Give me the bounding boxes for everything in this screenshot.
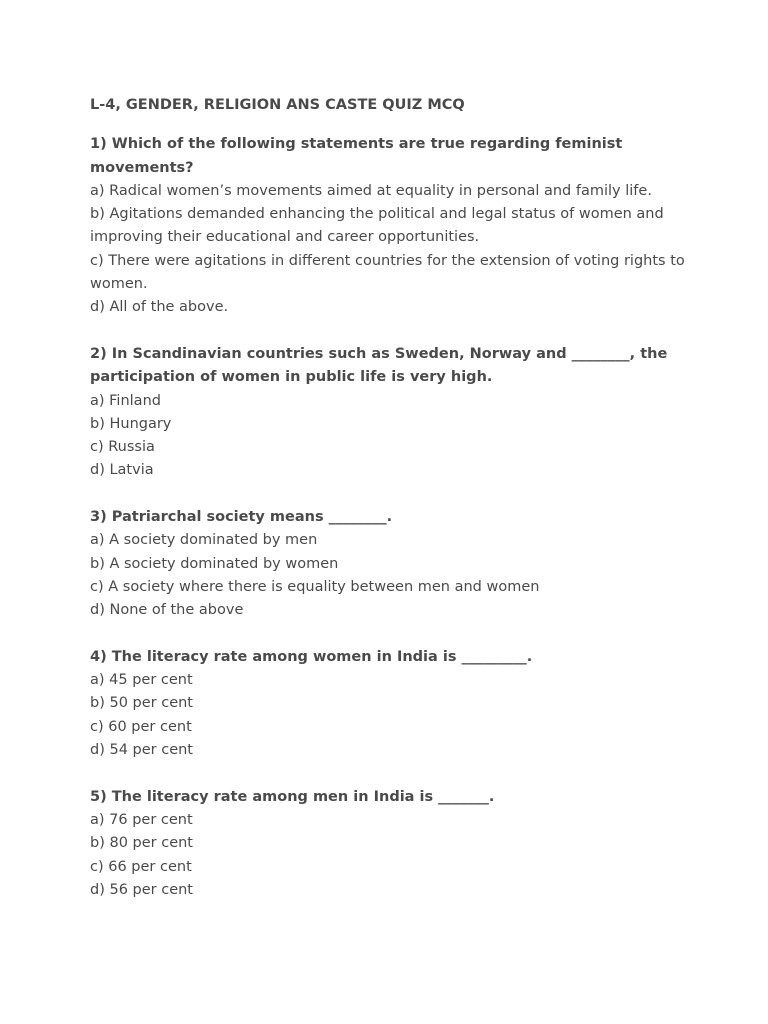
option-a: a) Radical women’s movements aimed at equality in personal and family life. (90, 182, 652, 199)
option-c: c) 60 per cent (90, 718, 192, 735)
option-d: d) 54 per cent (90, 742, 193, 759)
question-text: 3) Patriarchal society means ________. (90, 509, 393, 526)
question-3 (90, 506, 690, 622)
option-d: d) Latvia (90, 462, 154, 479)
option-b: b) 50 per cent (90, 695, 193, 712)
option-d: d) None of the above (90, 602, 244, 619)
option-b: b) Hungary (90, 415, 172, 432)
option-d: d) All of the above. (90, 299, 229, 316)
document-title: L-4, GENDER, RELIGION ANS CASTE QUIZ MCQ (90, 97, 465, 113)
option-c: c) A society where there is equality between men and women (90, 578, 540, 595)
option-b: b) Agitations demanded enhancing the political and legal status of women and improving their educational and career opportunities. (90, 206, 664, 246)
question-1 (90, 133, 690, 319)
option-c: c) 66 per cent (90, 858, 192, 875)
option-a: a) 76 per cent (90, 811, 193, 828)
option-c: c) Russia (90, 439, 155, 456)
question-4 (90, 646, 690, 762)
option-d: d) 56 per cent (90, 881, 193, 898)
question-5 (90, 786, 690, 902)
option-a: a) Finland (90, 392, 161, 409)
question-text: 2) In Scandinavian countries such as Sweden, Norway and ________, the participation of women in public life is very high. (90, 345, 668, 386)
question-2 (90, 343, 690, 483)
option-a: a) A society dominated by men (90, 532, 318, 549)
option-a: a) 45 per cent (90, 672, 193, 689)
option-b: b) A society dominated by women (90, 555, 339, 572)
question-text: 5) The literacy rate among men in India is _______. (90, 788, 495, 805)
option-c: c) There were agitations in different countries for the extension of voting rights to women. (90, 252, 685, 293)
question-text: 4) The literacy rate among women in India is _________. (90, 648, 533, 665)
question-text: 1) Which of the following statements are true regarding feminist movements? (90, 136, 623, 176)
document-page (90, 94, 690, 925)
option-b: b) 80 per cent (90, 835, 193, 852)
